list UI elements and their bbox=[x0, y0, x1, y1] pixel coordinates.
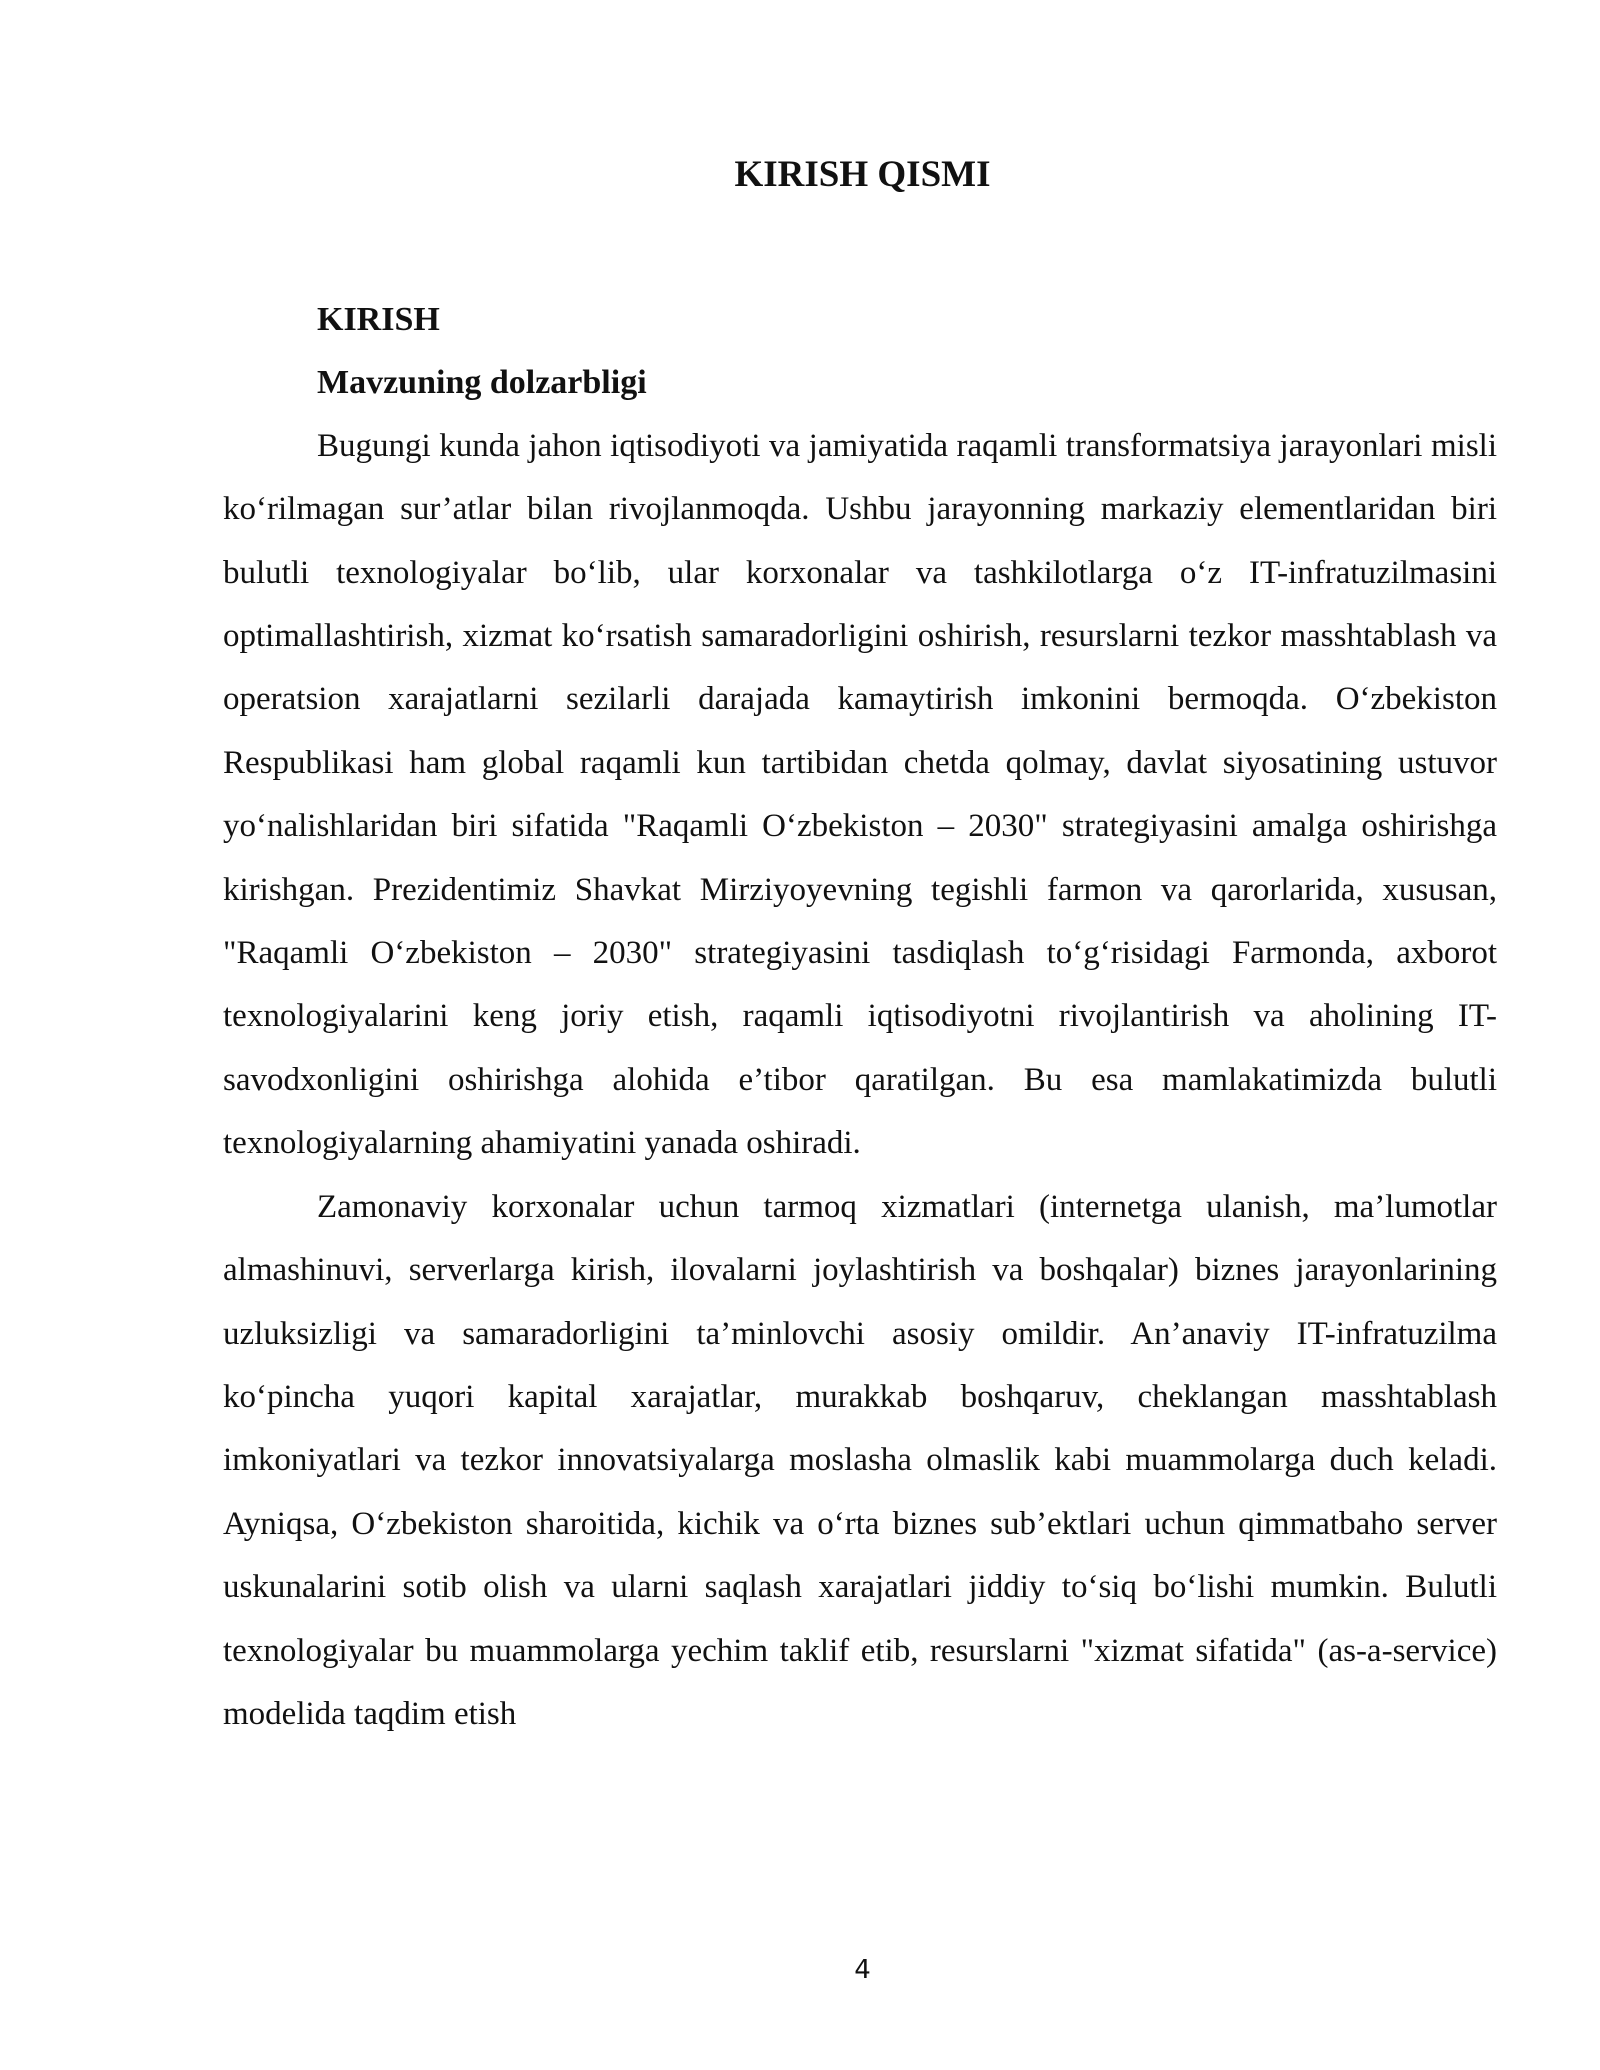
paragraph-2: Zamonaviy korxonalar uchun tarmoq xizmatlari (internetga ulanish, ma’lumotlar almashinuvi, serverlarga kirish, ilovalarni joylashtirish va boshqalar) biznes jarayonlarining uzluksizligi va samaradorligini ta’minlovchi asosiy omildir. An’anaviy IT-infratuzilma ko‘pincha yuqori kapital xarajatlar, murakkab boshqaruv, cheklangan masshtablash imkoniyatlari va tezkor innovatsiyalarga moslasha olmaslik kabi muammolarga duch keladi. Ayniqsa, O‘zbekiston sharoitida, kichik va o‘rta biznes sub’ektlari uchun qimmatbaho server uskunalarini sotib olish va ularni saqlash xarajatlari jiddiy to‘siq bo‘lishi mumkin. Bulutli texnologiyalar bu muammolarga yechim taklif etib, resurslarni "xizmat sifatida" (as-a-service) modelida taqdim etish bbox=[223, 1188, 1497, 1732]
subsection-heading: Mavzuning dolzarbligi bbox=[317, 364, 647, 402]
page-title: KIRISH QISMI bbox=[734, 154, 991, 195]
page-number: 4 bbox=[854, 1955, 871, 1985]
section-heading: KIRISH bbox=[317, 301, 440, 338]
paragraph-1: Bugungi kunda jahon iqtisodiyoti va jamiyatida raqamli transformatsiya jarayonlari misli ko‘rilmagan sur’atlar bilan rivojlanmoqda. Ushbu jarayonning markaziy elementlaridan biri bulutli texnologiyalar bo‘lib, ular korxonalar va tashkilotlarga o‘z IT-infratuzilmasini optimallashtirish, xizmat ko‘rsatish samaradorligini oshirish, resurslarni tezkor masshtablash va operatsion xarajatlarni sezilarli darajada kamaytirish imkonini bermoqda. O‘zbekiston Respublikasi ham global raqamli kun tartibidan chetda qolmay, davlat siyosatining ustuvor yo‘nalishlaridan biri sifatida "Raqamli O‘zbekiston – 2030" strategiyasini amalga oshirishga kirishgan. Prezidentimiz Shavkat Mirziyoyevning tegishli farmon va qarorlarida, xususan, "Raqamli O‘zbekiston – 2030" strategiyasini tasdiqlash to‘g‘risidagi Farmonda, axborot texnologiyalarini keng joriy etish, raqamli iqtisodiyotni rivojlantirish va aholining IT-savodxonligini oshirishga alohida e’tibor qaratilgan. Bu esa mamlakatimizda bulutli texnologiyalarning ahamiyatini yanada oshiradi. bbox=[223, 427, 1497, 1162]
document-body bbox=[223, 288, 1497, 1746]
